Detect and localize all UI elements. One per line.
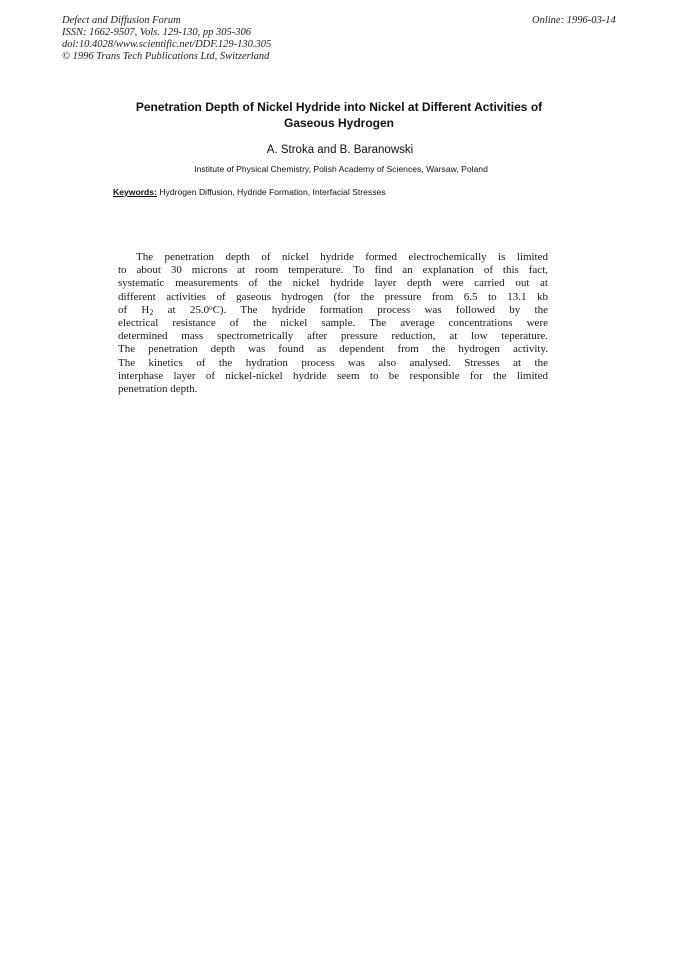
- abstract-line-1: The penetration depth of nickel hydride formed electrochemically is limited: [136, 251, 548, 263]
- abstract-line-11: penetration depth.: [118, 382, 198, 395]
- paper-title: [100, 99, 578, 131]
- abstract-line-9: The kinetics of the hydration process was also analysed. Stresses at the: [118, 356, 548, 369]
- abstract-line-6: electrical resistance of the nickel sample. The average concentrations were: [118, 316, 548, 329]
- abstract-line-5-part-c: C). The hydride formation process was followed by the: [212, 303, 548, 316]
- abstract-line-10: interphase layer of nickel-nickel hydride seem to be responsible for the limited: [118, 369, 548, 382]
- abstract-line-8: The penetration depth was found as dependent from the hydrogen activity.: [118, 343, 548, 356]
- keywords-label: Keywords:: [113, 187, 157, 197]
- paper-authors: A. Stroka and B. Baranowski: [266, 144, 414, 156]
- paper-title-line-1: Penetration Depth of Nickel Hydride into Nickel at Different Activities of: [135, 100, 543, 114]
- issn-line: ISSN: 1662-9507, Vols. 129-130, pp 305-306: [62, 27, 251, 38]
- abstract-line-2: to about 30 microns at room temperature. To find an explanation of this fact,: [118, 264, 548, 277]
- abstract-line-5-part-b: at 25.0: [153, 303, 210, 316]
- copyright-line: © 1996 Trans Tech Publications Ltd, Switzerland: [62, 51, 270, 62]
- author-affiliation: Institute of Physical Chemistry, Polish Academy of Sciences, Warsaw, Poland: [194, 164, 488, 174]
- doi-line: doi:10.4028/www.scientific.net/DDF.129-130.305: [62, 39, 272, 50]
- h2-subscript: 2: [149, 307, 154, 317]
- journal-name: Defect and Diffusion Forum: [62, 15, 181, 26]
- abstract-line-5: [118, 304, 548, 317]
- abstract-line-4: different activities of gaseous hydrogen (for the pressure from 6.5 to 13.1 kb: [118, 290, 548, 303]
- keywords-line: [113, 186, 386, 198]
- abstract-line-5-part-a: of H: [118, 303, 150, 316]
- degree-superscript: o: [209, 303, 213, 312]
- abstract-line-3: systematic measurements of the nickel hydride layer depth were carried out at: [118, 277, 548, 290]
- paper-title-line-2: Gaseous Hydrogen: [283, 116, 395, 130]
- citation-header: [62, 15, 271, 63]
- abstract: [118, 251, 548, 396]
- online-date: Online: 1996-03-14: [532, 15, 616, 26]
- keywords-list: Hydrogen Diffusion, Hydride Formation, Interfacial Stresses: [159, 187, 386, 197]
- abstract-line-7: determined mass spectrometrically after pressure reduction, at low teperature.: [118, 330, 548, 343]
